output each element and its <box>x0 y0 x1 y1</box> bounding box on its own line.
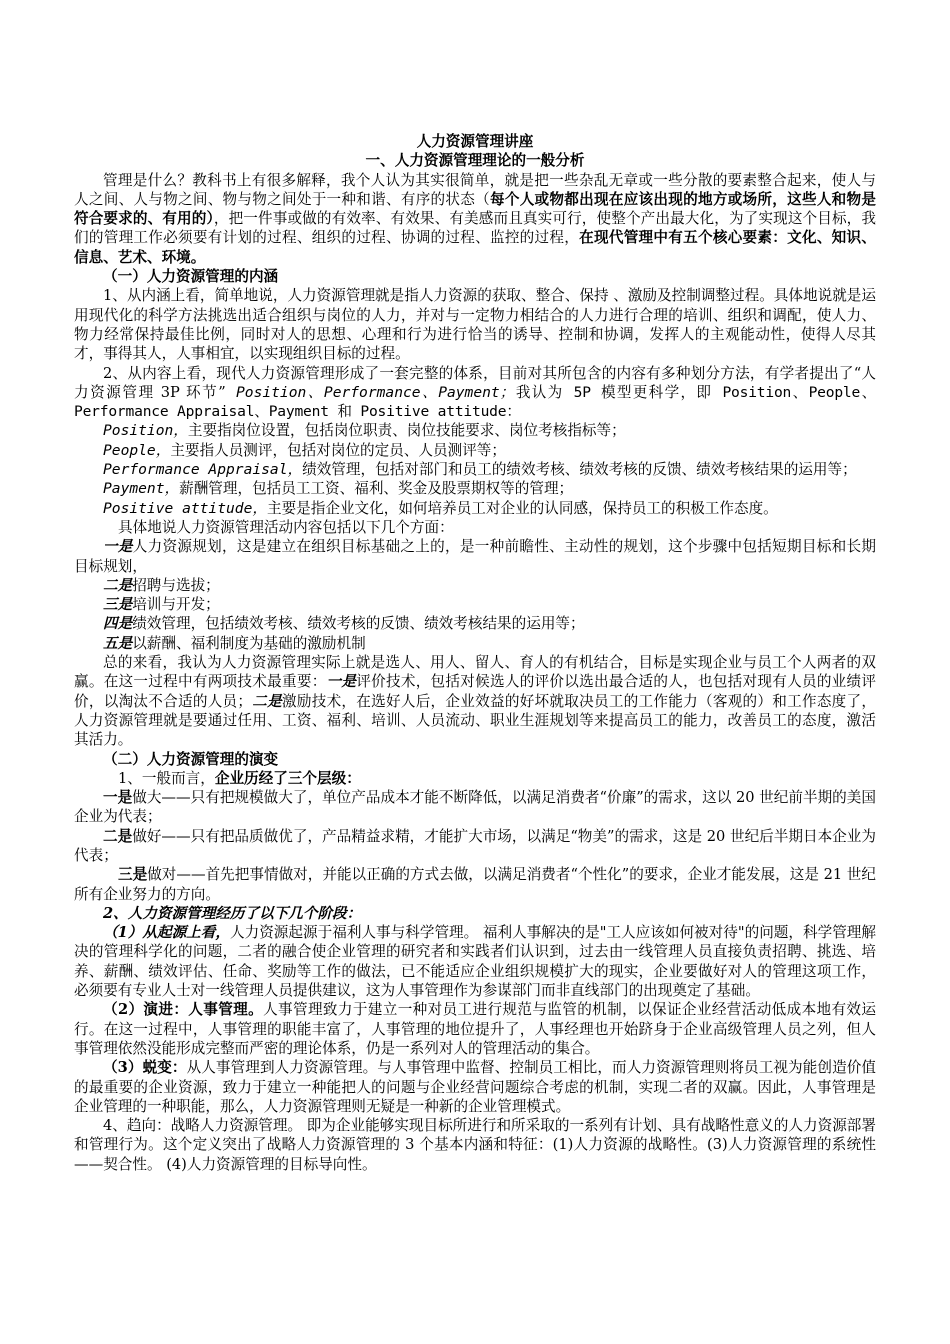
paragraph-stage-3 <box>74 1058 876 1116</box>
paragraph-stage-4: 4、趋向：战略人力资源管理。 即为企业能够实现目标所进行和所采取的一系列有计划、具有战略性意义的人力资源部署和管理行为。这个定义突出了战略人力资源管理的 3 个基本内涵和特征：(1)人力资源的战略性。(3)人力资源管理的系统性——契合性。 (4)人力资源管理的目标导向性。 <box>74 1117 876 1173</box>
list-item <box>74 576 876 595</box>
list-item <box>74 499 876 518</box>
term: Payment， <box>103 480 180 498</box>
paragraph-activities: 具体地说人力资源管理活动内容包括以下几个方面： <box>118 518 454 536</box>
term-desc: 主要指岗位设置，包括岗位职责、岗位技能要求、岗位考核指标等； <box>187 422 626 440</box>
term: Performance Appraisal， <box>103 461 303 479</box>
ordinal: 五是 <box>103 634 133 652</box>
document-page <box>74 132 876 1174</box>
list-item <box>74 441 876 460</box>
term: People， <box>103 441 171 459</box>
section-heading: 一、人力资源管理理论的一般分析 <box>365 152 585 170</box>
text-run: 我认为 5P 模型更科学，即 Position、People、Performance Appraisal、Payment 和 Positive attitude： <box>74 383 876 421</box>
paragraph-content <box>74 364 876 422</box>
list-item <box>74 865 876 904</box>
term-desc: 主要是指企业文化，如何培养员工对企业的认同感，保持员工的积极工作态度。 <box>266 499 778 517</box>
text-run: 1、一般而言， <box>118 769 215 787</box>
ordinal: 二是 <box>103 576 133 594</box>
stage-label: （3）蜕变： <box>103 1059 187 1077</box>
text-run: 管理是什么？教科书上有很多解释，我个人认为其实很简单，就是把一些杂乱无章或一些分散的要素整合起来，使人与人之间、人与物之间、物与物之间处于一种和谐、有序的状态（ <box>74 171 876 208</box>
stage-text: 人事管理致力于建立一种对员工进行规范与监管的机制，以保证企业经营活动低成本地有效运行。在这一过程中，人事管理的职能丰富了，人事管理的地位提升了，人事经理也开始跻身于企业高级管理人员之列，但人事管理依然没能形成完整而严密的理论体系，仍是一系列对人的管理活动的集合。 <box>74 1001 876 1057</box>
text-run: 激励技术，在选好人后，企业效益的好坏就取决员工的工作能力（客观的）和工作态度了，人力资源管理就是要通过任用、工资、福利、培训、人员流动、职业生涯规划等来提高员工的能力，改善员工的态度，激活其活力。 <box>74 692 876 749</box>
stages-heading: 2、人力资源管理经历了以下几个阶段： <box>103 904 362 922</box>
subsection-heading: （一）人力资源管理的内涵 <box>103 268 279 286</box>
list-item <box>74 827 876 866</box>
ordinal: 二是 <box>103 827 133 845</box>
stage-label: （1）从起源上看， <box>103 924 230 942</box>
paragraph-summary <box>74 653 876 749</box>
term-desc: 薪酬管理，包括员工工资、福利、奖金及股票期权等的管理； <box>179 480 574 498</box>
paragraph-intro <box>74 171 876 267</box>
text-run: 评价技术，包括对候选人的评价以选出最合适的人，也包括对现有人员的业绩评价，以淘汰不合适的人员； <box>74 673 876 710</box>
ordinal: 一是 <box>103 538 133 556</box>
paragraph-stage-2 <box>74 1000 876 1058</box>
ordinal: 三是 <box>118 866 148 884</box>
item-text: 做好——只有把品质做优了，产品精益求精，才能扩大市场，以满足“物美”的需求，这是 20 世纪后半期日本企业为代表； <box>74 827 876 864</box>
list-item <box>74 595 876 614</box>
term: Position， <box>103 422 188 440</box>
ordinal: 一是 <box>103 789 133 807</box>
paragraph-connotation: 1、从内涵上看，简单地说，人力资源管理就是指人力资源的获取、整合、保持 、激励及控制调整过程。具体地说就是运用现代化的科学方法挑选出适合组织与岗位的人力，并对与一定物力相结合的人力进行合理的培训、组织和调配，使人力、物力经常保持最佳比例，同时对人的思想、心理和行为进行恰当的诱导、控制和协调，发挥人的主观能动性，使得人尽其才，事得其人，人事相宜，以实现组织目标的过程。 <box>74 287 876 363</box>
italic-run: Position、Performance、Payment； <box>225 383 515 401</box>
list-item <box>74 614 876 633</box>
ordinal: 四是 <box>103 615 133 633</box>
ordinal: 二是 <box>252 692 282 710</box>
list-item <box>74 460 876 479</box>
list-item <box>74 634 876 653</box>
term-desc: 绩效管理，包括对部门和员工的绩效考核、绩效考核的反馈、绩效考核结果的运用等； <box>302 461 857 479</box>
paragraph-evolution <box>74 769 876 788</box>
term: Positive attitude， <box>103 499 267 517</box>
stage-text: 从人事管理到人力资源管理。与人事管理中监督、控制员工相比，而人力资源管理则将员工视为能创造价值的最重要的企业资源，致力于建立一种能把人的问题与企业经营问题综合考虑的机制，实现二者的双赢。因此，人事管理是企业管理的一种职能，那么，人力资源管理则无疑是一种新的企业管理模式。 <box>74 1059 877 1115</box>
text-run: 2、从内容上看，现代人力资源管理形成了一套完整的体系，目前对其所包含的内容有多种划分方法，有学者提出了“人力资源管理 3P 环节” <box>74 364 876 401</box>
term-desc: 主要指人员测评，包括对岗位的定员、人员测评等； <box>170 441 506 459</box>
item-text: 人力资源规划，这是建立在组织目标基础之上的，是一种前瞻性、主动性的规划，这个步骤中包括短期目标和长期目标规划， <box>74 538 876 575</box>
item-text: 培训与开发； <box>132 596 220 614</box>
text-run: 总的来看，我认为人力资源管理实际上就是选人、用人、留人、育人的有机结合，目标是实现企业与员工个人两者的双赢。在这一过程中有两项技术最重要： <box>74 654 876 691</box>
bold-run: 在现代管理中有五个核心要素：文化、知识、信息、艺术、环境。 <box>74 229 876 266</box>
list-item <box>74 421 876 440</box>
document-title: 人力资源管理讲座 <box>416 133 534 150</box>
ordinal: 一是 <box>326 673 357 691</box>
item-text: 以薪酬、福利制度为基础的激励机制 <box>132 634 366 652</box>
paragraph-stage-1 <box>74 923 876 1000</box>
ordinal: 三是 <box>103 596 133 614</box>
subsection-heading: （二）人力资源管理的演变 <box>103 750 279 768</box>
item-text: 绩效管理，包括绩效考核、绩效考核的反馈、绩效考核结果的运用等； <box>132 615 585 633</box>
bold-run: 企业历经了三个层级： <box>214 769 361 787</box>
bold-run: 每个人或物都出现在应该出现的地方或场所，这些人和物是符合要求的、有用的） <box>74 190 876 228</box>
list-item <box>74 479 876 498</box>
item-text: 做大——只有把规模做大了，单位产品成本才能不断降低，以满足消费者“价廉”的需求，这以 20 世纪前半期的美国企业为代表； <box>74 789 876 826</box>
stage-text: 人力资源起源于福利人事与科学管理。 福利人事解决的是"工人应该如何被对待"的问题，科学管理解决的管理科学化的问题，二者的融合使企业管理的研究者和实践者们认识到，过去由一线管理人员直接负责招聘、挑选、培养、薪酬、绩效评估、任命、奖励等工作的做法，已不能适应企业组织规模扩大的现实，企业要做好对人的管理这项工作，必须要有专业人士对一线管理人员提供建议，这为人事管理作为参谋部门而非直线部门的出现奠定了基础。 <box>74 924 877 1000</box>
item-text: 做对——首先把事情做对，并能以正确的方式去做，以满足消费者“个性化”的要求，企业才能发展，这是 21 世纪所有企业努力的方向。 <box>74 866 876 903</box>
list-item <box>74 788 876 827</box>
list-item <box>74 537 876 576</box>
item-text: 招聘与选拔； <box>132 576 220 594</box>
stage-label: （2）演进：人事管理。 <box>103 1001 264 1019</box>
text-run: ，把一件事或做的有效率、有效果、有美感而且真实可行，使整个产出最大化，为了实现这个目标，我们的管理工作必须要有计划的过程、组织的过程、协调的过程、监控的过程， <box>74 210 876 247</box>
